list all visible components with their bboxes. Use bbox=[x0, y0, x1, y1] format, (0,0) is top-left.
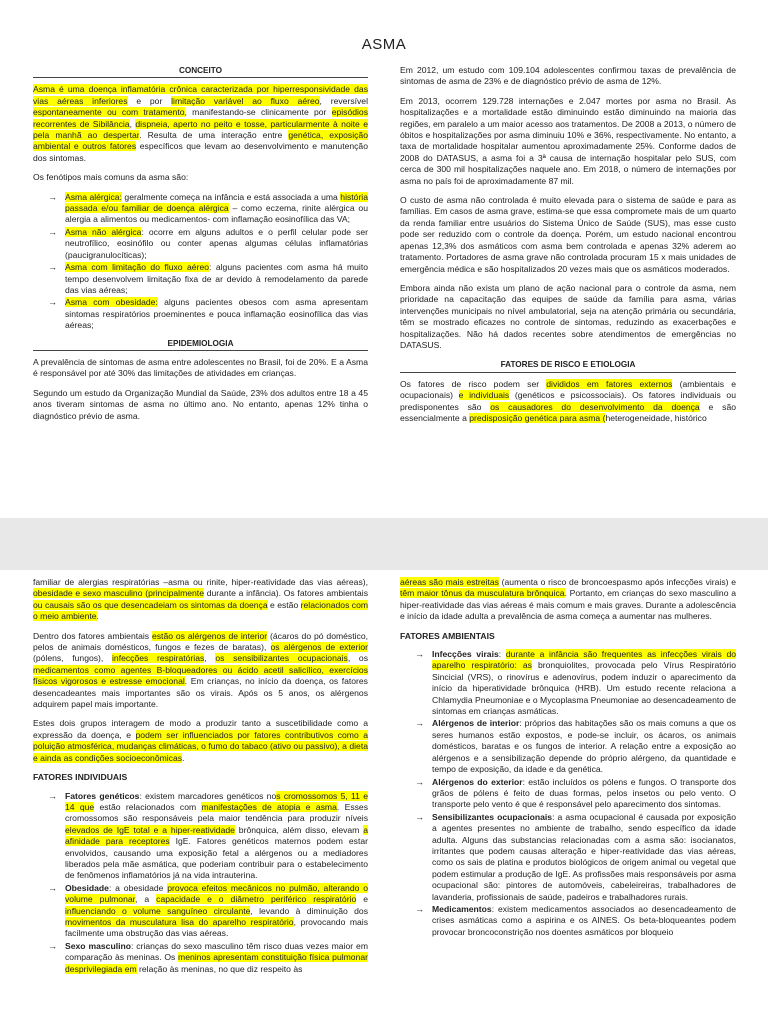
text-run: . Em crianças, no início da doença, os fatores desencadeantes mais importantes são os virais. Após os 5 anos, os alérgenos adquirem papel mais importante. bbox=[33, 676, 368, 710]
text-run: relação às meninas, no que diz respeito às bbox=[136, 963, 303, 974]
bold-term: Sensibilizantes ocupacionais bbox=[432, 811, 553, 822]
text-run: Em 2012, um estudo com 109.104 adolescentes confirmou taxas de prevalência de sintomas de asma de 23% e de diagnóstico prévio de asma de 12%. bbox=[400, 65, 736, 87]
conceito-paragraph bbox=[33, 84, 368, 164]
arrow-right-icon: → bbox=[415, 903, 424, 914]
text-run: e são essencialmente a bbox=[400, 401, 737, 423]
highlighted-text: manifestações de atopia e asma bbox=[201, 801, 337, 812]
text-run: geralmente começa na infância e está associada a uma bbox=[121, 191, 341, 202]
text-run: . bbox=[182, 752, 185, 763]
arrow-right-icon: → bbox=[415, 649, 424, 660]
fatores-ambientais-list bbox=[400, 649, 736, 938]
list-item bbox=[415, 811, 736, 903]
text-run: Os fenótipos mais comuns da asma são: bbox=[33, 172, 189, 183]
page2-right-column bbox=[400, 577, 736, 944]
fatores-risco-paragraph bbox=[400, 379, 736, 425]
highlighted-text: episódios recorrentes de Sibilância bbox=[33, 107, 368, 129]
text-run: heterogeneidade, histórico bbox=[605, 412, 707, 423]
text-run: específicos que levam ao desenvolvimento e manutenção dos sintomas. bbox=[33, 141, 368, 163]
text-run: , reversível bbox=[319, 95, 368, 106]
highlighted-text: influenciando o volume sanguíneo circulante bbox=[65, 905, 251, 916]
text-run: : bbox=[498, 649, 506, 660]
highlighted-text: Asma não alérgica bbox=[65, 226, 142, 237]
text-run: estão relacionados com bbox=[94, 801, 202, 812]
fatores-individuais-list bbox=[33, 791, 368, 976]
text-run: A prevalência de sintomas de asma entre adolescentes no Brasil, foi de 20%. E a Asma é responsável por até 30% das limitações de atividades em crianças. bbox=[33, 356, 368, 379]
list-item bbox=[415, 718, 736, 775]
text-run: (pólens, fungos), bbox=[33, 653, 112, 664]
highlighted-text: os causadores do desenvolvimento da doença bbox=[490, 401, 700, 412]
arrow-right-icon: → bbox=[48, 262, 57, 273]
text-run: : a obesidade bbox=[108, 882, 168, 893]
arrow-right-icon: → bbox=[48, 297, 57, 308]
arrow-right-icon: → bbox=[48, 940, 57, 951]
text-run: familiar de alergias respiratórias –asma ou rinite, hiper-reatividade das vias aéreas), bbox=[33, 577, 368, 587]
highlighted-text: Asma é uma doença inflamatória crônica caracterizada por hiperresponsividade das vias aéreas inferiores bbox=[33, 84, 368, 106]
highlighted-text: infecções respiratórias bbox=[112, 653, 205, 664]
epidemiologia-paragraph bbox=[400, 65, 736, 88]
bold-term: Sexo masculino bbox=[65, 940, 131, 951]
text-run: Dentro dos fatores ambientais bbox=[33, 630, 152, 641]
highlighted-text: obesidade e sexo masculino (principalmente bbox=[33, 588, 204, 599]
highlighted-text: aéreas são mais estreitas bbox=[400, 577, 499, 587]
text-run: . bbox=[96, 611, 99, 622]
text-run: e bbox=[356, 894, 368, 905]
text-run: : estão incluídos os pólens e fungos. O transporte dos grãos de pólens é feito de duas formas, pelos insetos ou pelo vento. O transporte pelo vento é que é responsável pelo aparecimento dos sintomas. bbox=[432, 776, 737, 810]
list-item bbox=[48, 226, 368, 261]
phenotypes-intro bbox=[33, 172, 368, 183]
epidemiologia-paragraph bbox=[33, 388, 368, 422]
text-run: (genéticos e psicossociais). Os fatores individuais ou predisponentes são bbox=[400, 390, 736, 412]
text-run: . Resulta de uma interação entre bbox=[139, 130, 289, 141]
text-run: : a asma ocupacional é causada por exposição a agentes presentes no ambiente de trabalho, sendo específico da idade adulta. Alguns das substancias relacionadas com a asma são: isocianatos, irritantes que podem causas alteração e hiper-reatividade das vias aéreas, como os sais de platina e produtos biológicos de origem animal ou vegetal que podem estimular a produção de IgE. As profissões mais responsáveis por asma ocupacional são: pintores de automóveis, cabeleireiras, trabalhadores de lavanderia, profissionais de saúde, padeiros e trabalhadores rurais. bbox=[432, 811, 736, 902]
highlighted-text: os alérgenos de exterior bbox=[270, 642, 368, 653]
fatores-paragraph bbox=[33, 718, 368, 764]
highlighted-text: medicamentos como agentes B-bloqueadores ou ácido acetil salicílico, exercícios físicos vigorosos e estresse emocional bbox=[33, 664, 368, 687]
arrow-right-icon: → bbox=[48, 882, 57, 893]
epidemiologia-paragraph bbox=[400, 283, 736, 351]
text-run: bronquiolites, provocada pelo Vírus Respiratório Sincicial (VRS), o rinovírus e adenovírus, podem induzir o aparecimento da início da hiperatividade brônquica (HRB). Um estudo recente relaciona a Chlamydia Pneumoniae e o Mycoplasma Pneumoniae ao desencadeamento de sintomas em crianças asmáticas. bbox=[432, 660, 736, 717]
highlighted-text: limitação variável ao fluxo aéreo bbox=[171, 95, 320, 106]
text-run: alguns pacientes obesos com asma apresentam sintomas respiratórios proeminentes e pouca inflamação eosinofílica das vias aéreas; bbox=[65, 297, 368, 331]
section-heading-fatores-individuais: FATORES INDIVIDUAIS bbox=[33, 772, 128, 783]
highlighted-text: meninos apresentam constituição física pulmonar desprivilegiada em bbox=[65, 952, 368, 974]
text-run: e por bbox=[127, 95, 172, 106]
highlighted-text: e individuais bbox=[458, 390, 510, 401]
bold-term: Alérgenos de interior bbox=[432, 718, 520, 729]
fatores-paragraph bbox=[33, 577, 368, 623]
text-run: : ocorre em alguns adultos e o perfil celular pode ser neutrofílico, eosinófilo ou conter apenas algumas células inflamatórias (paucigranulocíticas); bbox=[65, 226, 368, 260]
section-heading-fatores-risco: FATORES DE RISCO E ETIOLOGIA bbox=[400, 359, 736, 372]
text-run: O custo de asma não controlada é muito elevada para o sistema de saúde e para as famílias. Em casos de asma grave, estima-se que essa compromete mais de um quarto da renda familiar entre usuários do Sistema Único de Saúde (SUS), mas esse custo pode ser reduzido com o controle da doença. Porém, um estudo nacional encontrou apenas 12,3% dos asmáticos com asma bem controlada e apenas 32% aderem ao tratamento. Portadores de asma grave não controlada procuram 15 x mais unidades de emergência médica e são hospitalizados 20 vezes mais que os asmáticos moderados. bbox=[400, 195, 736, 274]
sexo-masculino-continuation bbox=[400, 577, 736, 623]
arrow-right-icon: → bbox=[415, 718, 424, 729]
section-heading-fatores-ambientais: FATORES AMBIENTAIS bbox=[400, 630, 495, 641]
arrow-right-icon: → bbox=[48, 226, 57, 237]
list-item bbox=[48, 882, 368, 940]
highlighted-text: os sensibilizantes ocupacionais bbox=[215, 653, 348, 664]
highlighted-text: divididos em fatores externos bbox=[546, 378, 673, 389]
list-item bbox=[48, 262, 368, 296]
epidemiologia-paragraph bbox=[400, 195, 736, 275]
text-run: , bbox=[204, 653, 216, 664]
text-run: , manifestando-se clinicamente por bbox=[184, 107, 332, 118]
document-page-2 bbox=[0, 570, 768, 1024]
highlighted-text: história passada e/ou familiar de doença alérgica bbox=[65, 191, 368, 214]
document-title: ASMA bbox=[361, 36, 407, 53]
text-run: (aumenta o risco de broncoespasmo após infecções virais) e bbox=[498, 577, 736, 587]
highlighted-text: estão os alérgenos de interior bbox=[151, 630, 268, 641]
arrow-right-icon: → bbox=[415, 811, 424, 822]
phenotype-list bbox=[33, 192, 368, 332]
bold-term: Fatores genéticos bbox=[65, 790, 140, 801]
text-run: Embora ainda não exista um plano de ação nacional para o controle da asma, nem prioridade na capacitação das equipes de saúde da família para asma, várias intervenções municipais no nível ambulatorial, seja na atenção primária ou secundária, têm se mostrado eficazes no controle de sintomas, reduzindo as exacerbações e hospitalizações. Não há dados recentes sobre atendimentos de emergências no DATASUS. bbox=[400, 282, 736, 350]
page1-right-column bbox=[400, 65, 736, 432]
highlighted-text: durante a infância são frequentes as infecções virais do aparelho respiratório: as bbox=[432, 649, 737, 671]
text-run: IgE. Fatores genéticos maternos podem estar envolvidos, causando uma exposição fetal a alérgenos ou a mediadores liberados pela mãe asmática, que poderiam contribuir para o estabelecimento de fenômenos inflamatórios já na vida intrauterina. bbox=[65, 836, 368, 881]
text-run: e estão bbox=[267, 599, 301, 610]
section-heading-conceito: CONCEITO bbox=[33, 65, 368, 78]
text-run: , provocando mais facilmente uma obstrução das vias aéreas. bbox=[65, 916, 368, 939]
list-item bbox=[48, 790, 368, 882]
highlighted-text: capacidade e o diâmetro periférico respiratório bbox=[156, 894, 357, 905]
text-run: (ambientais e ocupacionais) bbox=[400, 378, 736, 401]
highlighted-text: provoca efeitos mecânicos no pulmão, alterando o volume pulmonar bbox=[65, 882, 368, 905]
list-item bbox=[415, 776, 737, 811]
text-run: , os bbox=[347, 653, 369, 664]
text-run: . Portanto, em crianças do sexo masculino a hiper-reatividade das vias aéreas é mais comum e mais graves. Durante a adolescência e início da idade adulta a prevalência de asma começa a aumentar nas mulheres. bbox=[400, 588, 736, 622]
arrow-right-icon: → bbox=[415, 776, 424, 787]
text-run: Estes dois grupos interagem de modo a produzir tanto a suscetibilidade como a expressão da doença, e bbox=[33, 718, 368, 740]
bold-term: Infecções virais bbox=[432, 649, 499, 660]
section-heading-epidemiologia: EPIDEMIOLOGIA bbox=[33, 338, 368, 351]
text-run: : existem marcadores genéticos no bbox=[139, 790, 277, 801]
text-run: : próprios das habitações são os mais comuns a que os seres humanos estão expostos, e pode-se incluir, os ácaros, os animais domésticos, baratas e os fungos de interior. A relação entre a exposição ao alérgenos e a sensibilização depende do próprio alérgeno, da quantidade e tempo de exposição, da idade e da genética. bbox=[432, 718, 736, 775]
text-run: , bbox=[129, 118, 136, 129]
list-item bbox=[415, 649, 737, 717]
text-run: brônquica, além disso, elevam bbox=[234, 824, 364, 835]
text-run: – como eczema, rinite alérgica ou alergia a alimentos ou medicamentos- com inflamação eosinofílica das VA; bbox=[65, 203, 368, 225]
text-run: Os fatores de risco podem ser bbox=[400, 378, 547, 389]
arrow-right-icon: → bbox=[48, 191, 57, 202]
highlighted-text: predisposição genética para asma ( bbox=[469, 412, 606, 423]
page2-left-column bbox=[33, 577, 368, 981]
epidemiologia-paragraph bbox=[33, 357, 368, 380]
highlighted-text: Asma com obesidade: bbox=[65, 297, 158, 308]
text-run: (ácaros do pó doméstico, pelos de animais domésticos, fungos e fezes de baratas), bbox=[33, 630, 368, 653]
arrow-right-icon: → bbox=[48, 790, 57, 801]
text-run: , a bbox=[135, 894, 157, 905]
bold-term: Medicamentos bbox=[432, 903, 492, 914]
list-item bbox=[48, 940, 368, 975]
highlighted-text: ou causais são os que desencadeiam os sintomas da doença bbox=[33, 599, 268, 610]
highlighted-text: Asma com limitação do fluxo aéreo bbox=[65, 262, 210, 273]
highlighted-text: espontaneamente ou com tratamento bbox=[33, 107, 185, 118]
text-run: : alguns pacientes com asma há muito tempo desenvolvem limitação fixa de ar devido à remodelamento da parede das vias aéreas; bbox=[65, 262, 368, 295]
text-run: , levando à diminuição dos bbox=[250, 905, 368, 916]
highlighted-text: a afinidade para receptores bbox=[65, 824, 368, 847]
highlighted-text: movimentos da musculatura lisa do aparelho respiratório bbox=[65, 916, 294, 927]
highlighted-text: s cromossomos 5, 11 e 14 que bbox=[65, 790, 368, 812]
text-run: . Esses cromossomos são responsáveis pela maior tendência para produzir níveis bbox=[65, 801, 368, 824]
epidemiologia-paragraph bbox=[400, 96, 736, 187]
list-item bbox=[48, 297, 368, 331]
list-item bbox=[48, 191, 368, 226]
highlighted-text: elevados de IgE total e a hiper-reatividade bbox=[65, 824, 235, 835]
highlighted-text: dispneia, aperto no peito e tosse, particularmente à noite e pela manhã ao despertar bbox=[33, 118, 368, 141]
text-run: : existem medicamentos associados ao desencadeamento de crises asmáticas como a aspirina e os AINES. Os beta-bloqueantes podem provocar broncoconstrição nos doentes asmáticos por bloqueio bbox=[432, 903, 736, 937]
highlighted-text: genética, exposição ambiental e outros fatores bbox=[33, 130, 368, 152]
page1-left-column bbox=[33, 65, 368, 430]
text-run: Em 2013, ocorrem 129.728 internações e 2.047 mortes por asma no Brasil. As hospitalizações e a mortalidade estão diminuindo estão diminuindo na maioria das regiões, em paralelo a um maior acesso aos tratamentos. De 2008 a 2013, o número de óbitos e hospitalizações por asma diminuiu 10% e 36%, respectivamente. No entanto, a taxa de mortalidade hospitalar aumentou aproximadamente 25%. Conforme dados de 2008 do DATASUS, a asma foi a 3ª causa de internação hospitalar pelo SUS, com cerca de 300 mil hospitalizações naquele ano. Em 2018, o número de internações por asma no país foi de aproximadamente 87 mil. bbox=[400, 95, 736, 186]
text-run: : crianças do sexo masculino têm risco duas vezes maior em comparação às meninas. Os bbox=[65, 940, 368, 963]
highlighted-text: têm maior tônus da musculatura brônquica bbox=[400, 588, 565, 599]
highlighted-text: Asma alérgica: bbox=[65, 191, 122, 202]
text-run: Segundo um estudo da Organização Mundial da Saúde, 23% dos adultos entre 18 a 45 anos tiveram sintomas de asma no último ano. No entanto, apenas 12% tinha o diagnóstico prévio de asma. bbox=[33, 387, 368, 421]
text-run: durante a infância). Os fatores ambientais bbox=[203, 588, 368, 599]
fatores-paragraph bbox=[33, 631, 368, 711]
list-item bbox=[415, 903, 736, 938]
highlighted-text: podem ser influenciados por fatores contributivos como a poluição atmosférica, mudanças climáticas, o fumo do tabaco (ativo ou passivo), a dieta e ainda as condições socioeconômicas bbox=[33, 729, 369, 763]
bold-term: Obesidade bbox=[65, 882, 109, 893]
bold-term: Alérgenos do exterior bbox=[432, 776, 523, 787]
highlighted-text: relacionados com o meio ambiente bbox=[33, 599, 369, 622]
